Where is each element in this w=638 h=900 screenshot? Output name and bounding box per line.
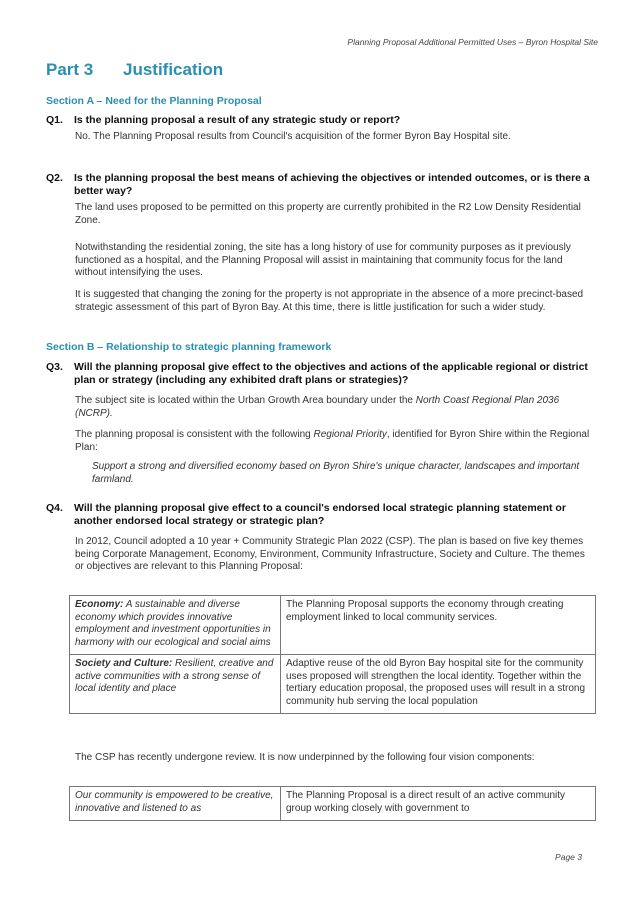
- page-number: Page 3: [555, 852, 582, 862]
- response-cell: Adaptive reuse of the old Byron Bay hospital site for the community uses proposed will strengthen the local identity. Together within the tertiary education proposal, the proposed uses will result in a strong community hub serving the local population: [281, 655, 596, 714]
- section-a-heading: Section A – Need for the Planning Proposal: [46, 95, 262, 107]
- q2-title: Is the planning proposal the best means of achieving the objectives or intended outcomes, or is there a better way?: [74, 172, 590, 197]
- q4-title: Will the planning proposal give effect to a council's endorsed local strategic planning statement or another endorsed local strategy or strategic plan?: [74, 502, 566, 527]
- regional-priority-term: Regional Priority: [313, 429, 387, 440]
- q3-p2-text-b: , identified for Byron Shire within the Regional Plan:: [75, 429, 590, 453]
- csp-vision-table: [69, 786, 596, 821]
- running-header: Planning Proposal Additional Permitted Uses – Byron Hospital Site: [347, 37, 598, 47]
- q3-paragraph-1: [75, 395, 595, 420]
- theme-name: Economy:: [75, 599, 124, 610]
- q3-p1-text: The subject site is located within the Urban Growth Area boundary under the: [75, 395, 416, 406]
- response-cell: The Planning Proposal supports the economy through creating employment linked to local community services.: [281, 596, 596, 655]
- q4-paragraph-2: The CSP has recently undergone review. It is now underpinned by the following four vision components:: [75, 752, 535, 763]
- section-b-heading: Section B – Relationship to strategic planning framework: [46, 341, 332, 353]
- q3-paragraph-2: [75, 429, 595, 454]
- question-4: [46, 502, 596, 528]
- q2-number: Q2.: [46, 172, 63, 184]
- question-1: [46, 114, 596, 127]
- regional-priority-quote: Support a strong and diversified economy based on Byron Shire's unique character, landscapes and important farmland.: [92, 461, 580, 485]
- part-number: Part 3: [46, 60, 94, 79]
- question-2: [46, 172, 596, 198]
- regional-plan-name: North Coast Regional Plan 2036 (NCRP).: [75, 395, 560, 419]
- table-row: [70, 787, 596, 821]
- part-title: Justification: [123, 60, 224, 79]
- q3-number: Q3.: [46, 361, 63, 373]
- theme-name: Society and Culture:: [75, 658, 173, 669]
- table-row: [70, 596, 596, 655]
- q2-paragraph-1: The land uses proposed to be permitted on this property are currently prohibited in the R2 Low Density Residential Zone.: [75, 202, 581, 226]
- question-3: [46, 361, 596, 387]
- csp-themes-table: [69, 595, 596, 714]
- q2-paragraph-2: Notwithstanding the residential zoning, the site has a long history of use for community purposes as it previously functioned as a hospital, and the Planning Proposal will assist in maintaining that community focus for the land without intensifying the uses.: [75, 242, 571, 278]
- q1-number: Q1.: [46, 114, 63, 126]
- theme-cell: [70, 596, 281, 655]
- vision-component-cell: Our community is empowered to be creative, innovative and listened to as: [70, 787, 281, 821]
- theme-objective: A sustainable and diverse economy which provides innovative employment and investment opportunities in harmony with our ecological and social aims: [75, 599, 271, 648]
- part-heading: [46, 60, 223, 80]
- q3-p2-text-a: The planning proposal is consistent with the following: [75, 429, 314, 440]
- theme-objective: Resilient, creative and active communities with a strong sense of local identity and place: [75, 658, 274, 694]
- q4-paragraph-1: In 2012, Council adopted a 10 year + Community Strategic Plan 2022 (CSP). The plan is based on five key themes being Corporate Management, Economy, Environment, Community Infrastructure, Society and Culture. The themes or objectives are relevant to this Planning Proposal:: [75, 536, 585, 572]
- table-row: [70, 655, 596, 714]
- q3-title: Will the planning proposal give effect to the objectives and actions of the applicable regional or district plan or strategy (including any exhibited draft plans or strategies)?: [74, 361, 588, 386]
- theme-cell: [70, 655, 281, 714]
- response-cell: The Planning Proposal is a direct result of an active community group working closely with government to: [281, 787, 596, 821]
- q1-title: Is the planning proposal a result of any strategic study or report?: [74, 114, 401, 126]
- q1-paragraph-1: No. The Planning Proposal results from Council's acquisition of the former Byron Bay Hospital site.: [75, 131, 511, 142]
- q4-number: Q4.: [46, 502, 63, 514]
- q2-paragraph-3: It is suggested that changing the zoning for the property is not appropriate in the absence of a more precinct-based strategic assessment of this part of Byron Bay. At this time, there is little justification for such a wider study.: [75, 289, 584, 313]
